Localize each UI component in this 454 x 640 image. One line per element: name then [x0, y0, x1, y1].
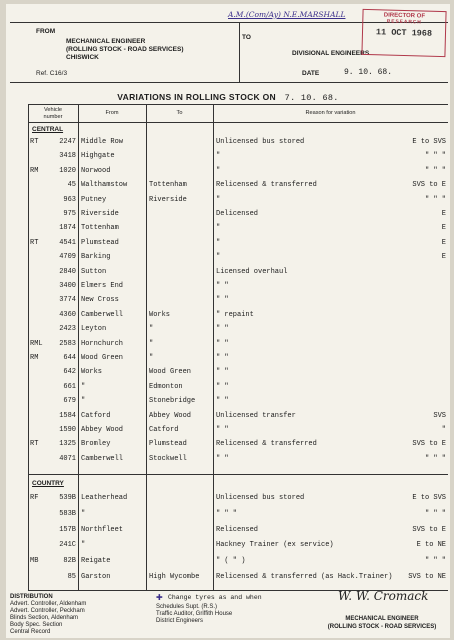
from-depot: Plumstead [81, 238, 119, 247]
destination: " " " [424, 152, 446, 161]
reason: " [216, 166, 221, 175]
col-header-vehicle-1: Vehicle [43, 107, 63, 113]
reason: " " [216, 296, 229, 305]
from-depot: Tottenham [81, 224, 119, 233]
vehicle-prefix: RM [30, 166, 39, 175]
reason: " [216, 238, 221, 247]
vehicle-number: 3400 [59, 282, 76, 290]
section-central: CENTRAL [32, 126, 64, 133]
vehicle-prefix: RT [30, 138, 39, 146]
vehicle-prefix: MB [30, 557, 39, 566]
reason: Relicensed & transferred [216, 440, 317, 449]
vehicle-number: 4071 [59, 454, 76, 463]
from-depot: Abbey Wood [81, 426, 124, 434]
stamp-date: 11 OCT 1968 [375, 27, 433, 39]
received-stamp [361, 9, 446, 57]
reason: Relicensed & transferred [216, 181, 317, 190]
destination: SVS to NE [408, 573, 446, 581]
vehicle-number: 2423 [59, 325, 76, 334]
reason: " [216, 152, 221, 161]
destination: E to SVS [412, 494, 446, 502]
destination: SVS to E [412, 181, 446, 190]
destination: E [441, 210, 446, 218]
col-header-vehicle [28, 107, 78, 121]
distribution-label: DISTRIBUTION [10, 594, 53, 600]
from-depot: Catford [81, 411, 111, 420]
vehicle-prefix: RML [30, 339, 43, 348]
from-depot: Norwood [81, 166, 111, 175]
reason: " " [216, 397, 229, 406]
col-divider-1 [78, 104, 79, 590]
destination: E [441, 238, 446, 247]
from-line-1: MECHANICAL ENGINEER [66, 38, 146, 45]
reason: Unlicensed bus stored [216, 494, 305, 502]
to-depot: Stockwell [149, 454, 187, 463]
vehicle-number: 661 [63, 382, 76, 391]
table-top-rule [28, 104, 448, 105]
destination: E to NE [416, 541, 446, 550]
vehicle-number: 642 [63, 368, 76, 377]
from-depot: Reigate [81, 557, 111, 566]
reason: " [216, 195, 221, 204]
from-depot: Sutton [81, 267, 107, 276]
vehicle-number: 45 [67, 181, 76, 190]
reason: Delicensed [216, 210, 259, 218]
destination: " " " [424, 557, 446, 566]
signature: W. W. Cromack [338, 589, 429, 603]
destination: E to SVS [412, 138, 446, 146]
from-depot: Putney [81, 195, 107, 204]
col-divider-2 [146, 104, 147, 590]
vehicle-number: 241C [59, 541, 76, 550]
reason: " " [216, 454, 229, 463]
col-header-from: From [105, 110, 119, 116]
reason: " " " [216, 509, 238, 518]
vehicle-number: 4541 [59, 238, 76, 247]
distribution2-line-2: Traffic Auditor, Griffith House [156, 611, 233, 617]
from-line-3: CHISWICK [66, 54, 99, 61]
to-depot: Abbey Wood [149, 411, 192, 420]
vehicle-prefix: RF [30, 494, 39, 502]
ref-label: Ref. C16/3 [36, 70, 68, 77]
from-line-2: (ROLLING STOCK - ROAD SERVICES) [66, 46, 184, 53]
vehicle-number: 4360 [59, 310, 76, 319]
from-depot: Barking [81, 253, 111, 262]
reason: Licensed overhaul [216, 267, 288, 276]
reason: " " [216, 426, 229, 434]
to-depot: Catford [149, 426, 179, 434]
from-depot: Leatherhead [81, 494, 128, 502]
from-depot: Leyton [81, 325, 107, 334]
from-label: FROM [36, 28, 56, 35]
tyre-note: Change tyres as and when [168, 594, 262, 601]
to-depot: Plumstead [149, 440, 187, 449]
vehicle-number: 963 [63, 195, 76, 204]
vehicle-prefix: RT [30, 440, 39, 449]
vehicle-number: 644 [63, 354, 76, 362]
col-divider-3 [213, 104, 214, 590]
vehicle-number: 583B [59, 509, 76, 518]
date-label: DATE [302, 70, 320, 77]
to-depot: Riverside [149, 195, 187, 204]
reason: " " [216, 368, 229, 377]
vehicle-number: 2840 [59, 267, 76, 276]
reason: Hackney Trainer (ex service) [216, 541, 334, 550]
destination: " " " [424, 195, 446, 204]
distribution-line-5: Central Record [10, 629, 51, 635]
vehicle-prefix: RM [30, 354, 39, 362]
reason: Relicensed & transferred (as Hack.Trainer) [216, 573, 393, 581]
from-depot: " [81, 509, 86, 518]
to-depot: " [149, 354, 154, 362]
distribution-line-1: Advert. Controller, Aldenham [10, 601, 87, 607]
vehicle-number: 1584 [59, 411, 76, 420]
reason: Relicensed [216, 525, 259, 534]
from-depot: Highgate [81, 152, 115, 161]
vehicle-prefix: RT [30, 238, 39, 247]
sign-title-1: MECHANICAL ENGINEER [345, 616, 419, 622]
from-depot: Walthamstow [81, 181, 128, 190]
to-depot: Wood Green [149, 368, 192, 377]
from-depot: Camberwell [81, 310, 124, 319]
handwritten-recipients: A.M.(Com/Ay) N.E.MARSHALL [228, 10, 346, 19]
destination: E [441, 253, 446, 262]
reason: " " [216, 354, 229, 362]
table-left-rule [28, 104, 29, 590]
reason: Unlicensed transfer [216, 411, 296, 420]
from-depot: New Cross [81, 296, 119, 305]
distribution-line-4: Body Spec. Section [10, 622, 63, 628]
col-header-to: To [176, 110, 183, 116]
to-depot: Stonebridge [149, 397, 196, 406]
to-depot: Edmonton [149, 382, 183, 391]
distribution2-line-3: District Engineers [156, 618, 204, 624]
reason: " ( " ) [216, 557, 246, 566]
col-header-vehicle-2: number [43, 114, 63, 120]
from-depot: Elmers End [81, 282, 124, 290]
from-depot: Bromley [81, 440, 111, 449]
to-depot: " [149, 325, 154, 334]
vehicle-number: 975 [63, 210, 76, 218]
vehicle-number: 85 [67, 573, 76, 581]
vehicle-number: 2583 [59, 339, 76, 348]
from-depot: Works [81, 368, 103, 377]
col-header-reason: Reason for variation [305, 110, 356, 116]
destination: SVS [433, 411, 446, 420]
table-header-rule [28, 122, 448, 123]
title-date: 7. 10. 68. [284, 93, 339, 103]
vehicle-number: 3418 [59, 152, 76, 161]
document-page [6, 4, 450, 638]
to-depot: " [149, 339, 154, 348]
sign-title-2: (ROLLING STOCK - ROAD SERVICES) [327, 624, 437, 630]
vehicle-number: 1874 [59, 224, 76, 233]
destination: " [441, 426, 446, 434]
header-divider [239, 22, 240, 82]
vehicle-number: 1020 [59, 166, 76, 175]
reason: " " [216, 382, 229, 391]
from-depot: Hornchurch [81, 339, 124, 348]
reason: " " [216, 325, 229, 334]
reason: " " [216, 282, 229, 290]
header-bottom-rule [10, 82, 448, 83]
document-title [6, 92, 450, 103]
reason: " " [216, 339, 229, 348]
reason: " repaint [216, 310, 254, 319]
destination: SVS to E [412, 440, 446, 449]
vehicle-number: 3774 [59, 296, 76, 305]
distribution-line-3: Blinds Section, Aldenham [10, 615, 79, 621]
note-cross-icon: ✚ [156, 593, 163, 602]
to-value: DIVISIONAL ENGINEERS [292, 50, 370, 57]
vehicle-number: 157B [59, 525, 76, 534]
to-depot: Works [149, 310, 171, 319]
section-separator [28, 474, 448, 475]
to-label: TO [242, 34, 251, 41]
from-depot: " [81, 397, 86, 406]
from-depot: " [81, 382, 86, 391]
vehicle-number: 1590 [59, 426, 76, 434]
date-value: 9. 10. 68. [344, 68, 393, 77]
from-depot: Camberwell [81, 454, 124, 463]
destination: " " " [424, 454, 446, 463]
reason: Unlicensed bus stored [216, 138, 305, 146]
distribution2-line-1: Schedules Supt. (R.S.) [156, 604, 218, 610]
distribution-line-2: Advert. Controller, Peckham [10, 608, 85, 614]
title-prefix: VARIATIONS IN ROLLING STOCK ON [117, 92, 276, 102]
destination: " " " [424, 166, 446, 175]
vehicle-number: 4709 [59, 253, 76, 262]
vehicle-number: 82B [63, 557, 76, 566]
vehicle-number: 679 [63, 397, 76, 406]
stamp-line-1: DIRECTOR OF [383, 12, 426, 20]
section-country: COUNTRY [32, 480, 64, 487]
from-depot: " [81, 541, 86, 550]
from-depot: Garston [81, 573, 111, 581]
from-depot: Riverside [81, 210, 119, 218]
vehicle-number: 1325 [59, 440, 76, 449]
destination: SVS to E [412, 525, 446, 534]
destination: E [441, 224, 446, 233]
stamp-line-2: RESEARCH [386, 19, 422, 26]
from-depot: Wood Green [81, 354, 124, 362]
to-depot: High Wycombe [149, 573, 200, 581]
to-depot: Tottenham [149, 181, 187, 190]
vehicle-number: 2247 [59, 138, 76, 146]
reason: " [216, 224, 221, 233]
reason: " [216, 253, 221, 262]
vehicle-number: 539B [59, 494, 76, 502]
from-depot: Middle Row [81, 138, 124, 146]
from-depot: Northfleet [81, 525, 124, 534]
destination: " " " [424, 509, 446, 518]
